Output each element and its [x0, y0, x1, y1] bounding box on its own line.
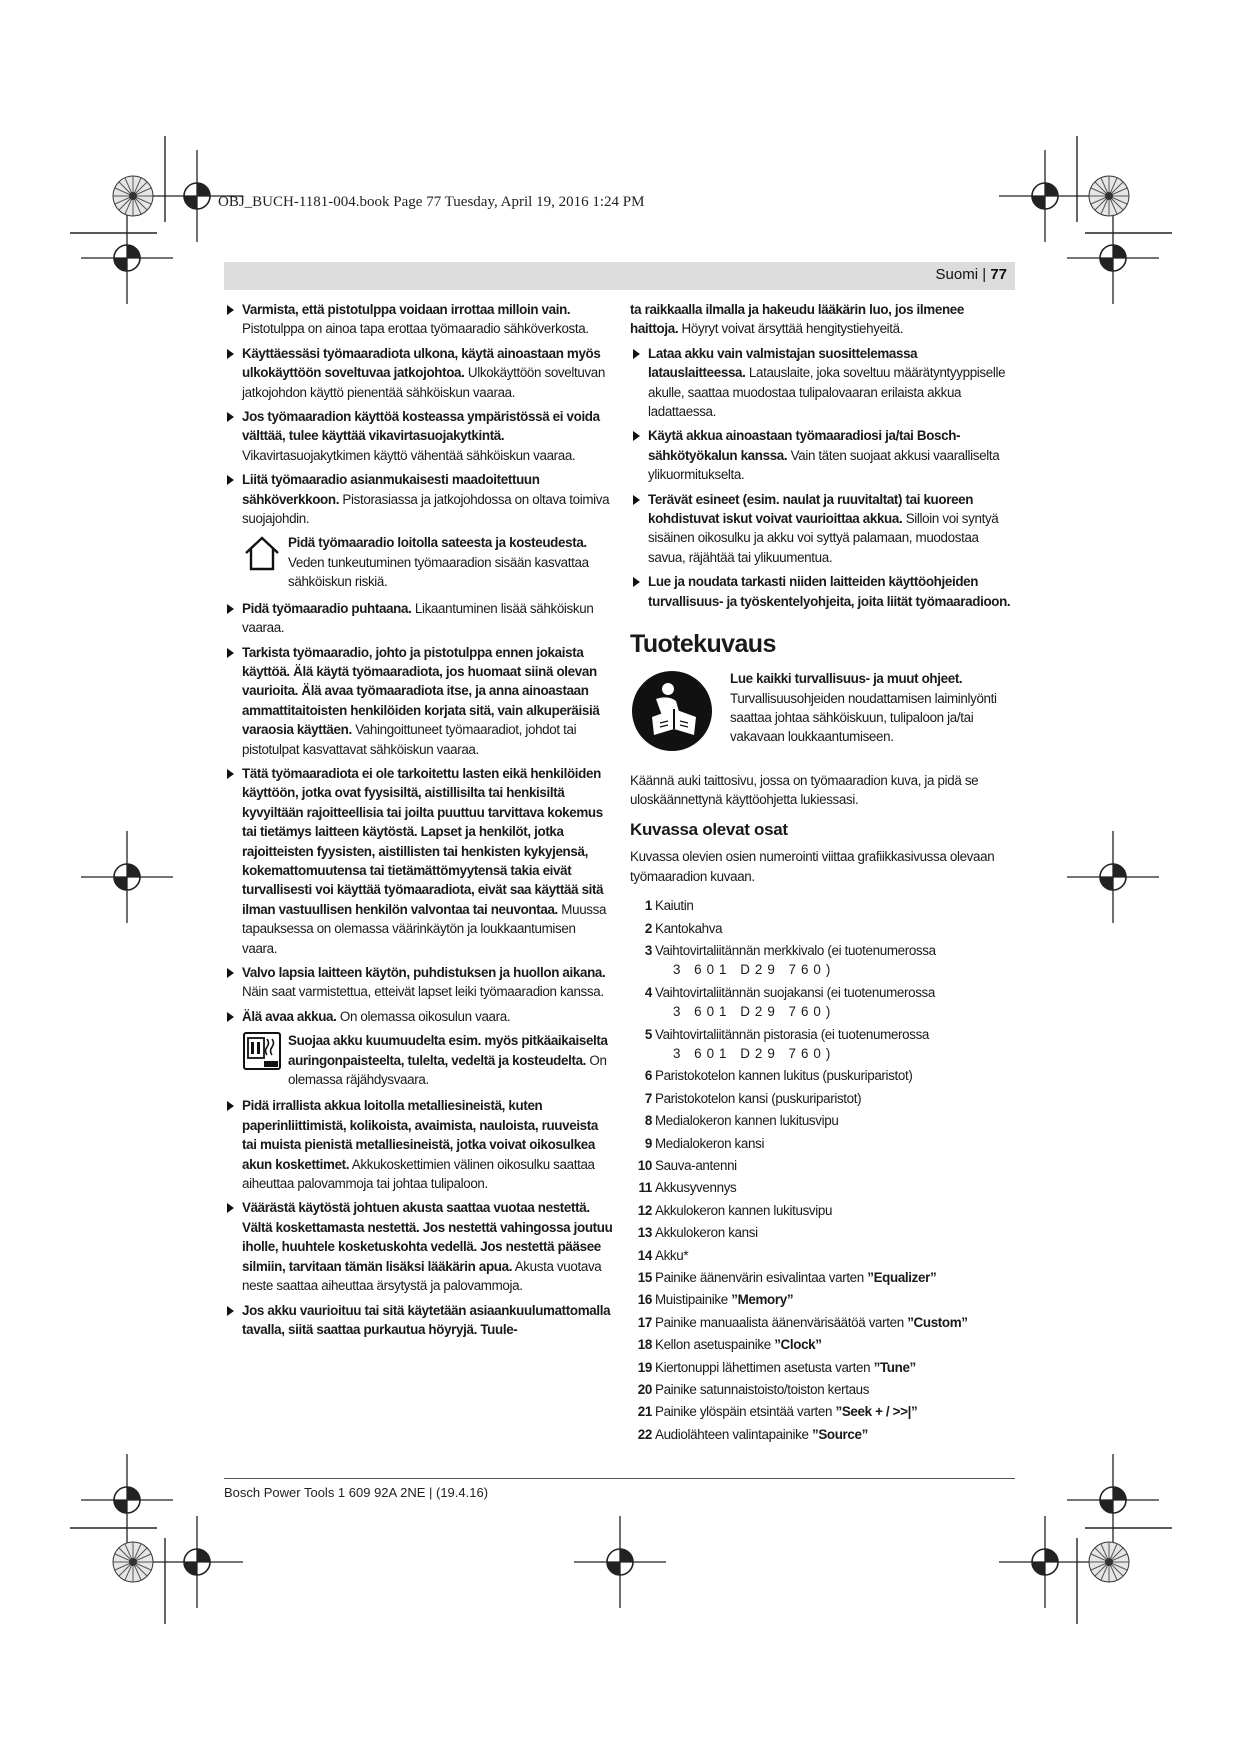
bullet-arrow-icon	[633, 431, 640, 441]
part-item	[630, 1358, 1015, 1377]
safety-item-bold: Pidä irrallista akkua loitolla metalliesineistä, kuten paperinliittimistä, kolikoista, avaimista, nauloista, ruuveista tai muista pienistä metalliesineistä, jotka voivat oikosulkea akun koskettimet.	[242, 1098, 598, 1172]
safety-item-text: Vikavirtasuojakytkimen käyttö vähentää sähköiskun vaaraa.	[242, 447, 576, 463]
battery-heat-icon	[242, 1031, 282, 1089]
part-label: Akkulokeron kansi	[655, 1225, 758, 1241]
safety-item-bold: Terävät esineet (esim. naulat ja ruuvitaltat) tai kuoreen kohdistuvat iskut voivat vaurioittaa akkua.	[648, 491, 974, 527]
heat-warning	[242, 1031, 614, 1089]
read-instructions-warning	[630, 669, 1015, 758]
safety-item-text: Vain täten suojaat akkusi vaaralliselta ylikuormitukselta.	[648, 447, 1000, 483]
page-header	[936, 266, 1007, 283]
safety-item-text: Höyryt voivat ärsyttää hengitystiehyeitä.	[678, 321, 904, 337]
bullet-arrow-icon	[227, 769, 234, 779]
crosshair-lower-right	[1067, 1454, 1159, 1546]
crosshair-lower-left	[81, 1454, 173, 1546]
crosshair-upper-right	[1067, 212, 1159, 304]
crosshair-mid-left	[81, 831, 173, 923]
part-label: Painike äänenvärin esivalintaa varten	[655, 1270, 868, 1286]
safety-item-bold: Jos akku vaurioituu tai sitä käytetään asiaankuulumattomalla tavalla, siitä saattaa purkautua höyryjä. Tuule-	[242, 1302, 611, 1337]
safety-item	[630, 490, 1015, 568]
part-number: 13	[637, 1225, 652, 1241]
safety-item	[224, 1007, 614, 1026]
part-item	[630, 941, 1015, 980]
part-item	[630, 1380, 1015, 1399]
read-warning-bold: Lue kaikki turvallisuus- ja muut ohjeet.	[730, 671, 963, 687]
rain-warning-bold: Pidä työmaaradio loitolla sateesta ja kosteudesta.	[288, 535, 587, 551]
safety-item	[630, 572, 1015, 611]
part-item	[630, 1246, 1015, 1265]
bullet-arrow-icon	[227, 475, 234, 485]
safety-item-bold: Pidä työmaaradio puhtaana.	[242, 600, 412, 616]
header-language: Suomi	[935, 266, 979, 283]
safety-item	[224, 344, 614, 402]
part-number: 18	[637, 1337, 652, 1353]
section-title: Tuotekuvaus	[630, 630, 776, 659]
part-item	[630, 1335, 1015, 1354]
page-number: 77	[990, 266, 1007, 283]
safety-item	[224, 300, 614, 339]
crosshair-bottom-left	[151, 1516, 243, 1608]
part-key-label: ”Source”	[811, 1426, 868, 1442]
parts-intro: Kuvassa olevien osien numerointi viittaa grafiikkasivussa olevaan työmaaradion kuvaan.	[630, 849, 995, 884]
part-item	[630, 1111, 1015, 1130]
part-number: 20	[637, 1382, 652, 1398]
page-header-bar	[224, 262, 1015, 290]
safety-item-bold: ta raikkaalla ilmalla ja hakeudu lääkärin luo, jos ilmenee haittoja.	[630, 302, 964, 337]
safety-item-bold: Tätä työmaaradiota ei ole tarkoitettu lasten eikä henkilöiden käyttöön, jotka ovat fyysisiltä, aistillisilta tai henkisiltä kyvyiltään rajoitteellisia tai joilta puuttuu tarvittava kokemus tai tietämys laitteen käytöstä. Lapset ja henkilöt, jotka rajoitteisten fyysisten, aistillisten tai henkisten kykyjensä, kokemattomuutensa tai tietämättömyytensä takia eivät turvallisesti voi käyttää työmaaradiota, eivät saa käyttää sitä ilman vastuullisen henkilön valvontaa tai neuvontaa.	[242, 765, 604, 917]
safety-item	[224, 1198, 614, 1295]
part-key-label: ”Equalizer”	[867, 1270, 937, 1286]
part-number: 2	[644, 920, 652, 936]
part-number: 11	[638, 1180, 652, 1196]
bullet-arrow-icon	[227, 305, 234, 315]
rain-warning	[242, 533, 614, 591]
part-item	[630, 1178, 1015, 1197]
safety-item-continued	[630, 300, 1015, 339]
page-footer: Bosch Power Tools 1 609 92A 2NE | (19.4.16)	[224, 1485, 489, 1500]
crosshair-mid-right	[1067, 831, 1159, 923]
bullet-arrow-icon	[227, 968, 234, 978]
part-item	[630, 1156, 1015, 1175]
part-item	[630, 1201, 1015, 1220]
bullet-arrow-icon	[633, 495, 640, 505]
footer-rule	[224, 1478, 1015, 1479]
star-target-bottom-left	[113, 1542, 153, 1582]
part-item	[630, 1223, 1015, 1242]
bullet-arrow-icon	[633, 577, 640, 587]
part-label: Kiertonuppi lähettimen asetusta varten	[655, 1359, 874, 1375]
part-item	[630, 1402, 1015, 1421]
header-separator: |	[978, 266, 991, 283]
part-number: 17	[637, 1314, 652, 1330]
part-item	[630, 1290, 1015, 1309]
subsection-title: Kuvassa olevat osat	[630, 820, 788, 840]
right-column	[630, 300, 1015, 1447]
part-number: 22	[637, 1426, 652, 1442]
safety-item-text: Näin saat varmistettua, etteivät lapset leiki työmaaradion kanssa.	[242, 984, 604, 1000]
part-number: 8	[644, 1113, 652, 1129]
safety-item-text: Muussa tapauksessa on olemassa väärinkäytön ja loukkaantumisen vaara.	[242, 901, 607, 956]
part-label: Vaihtovirtaliitännän pistorasia (ei tuotenumerossa	[655, 1026, 930, 1042]
safety-item-text: Likaantuminen lisää sähköiskun vaaraa.	[242, 600, 594, 636]
safety-item-text: Silloin voi syntyä sisäinen oikosulku ja akku voi syttyä palamaan, muodostaa savua, räjähtää tai ylikuumentua.	[648, 511, 999, 565]
house-rain-icon	[242, 533, 282, 591]
safety-item-bold: Jos työmaaradion käyttöä kosteassa ympäristössä ei voida välttää, tulee käyttää vikavirtasuojakytkintä.	[242, 409, 600, 444]
fold-out-note: Käännä auki taittosivu, jossa on työmaaradion kuva, ja pidä se uloskäännettynä käyttöohjetta lukiessasi.	[630, 772, 979, 807]
part-label: Painike manuaalista äänenvärisäätöä varten	[655, 1314, 908, 1330]
safety-item	[224, 407, 614, 465]
part-item	[630, 1089, 1015, 1108]
safety-item-bold: Lataa akku vain valmistajan suosittelemassa latauslaitteessa.	[648, 345, 918, 381]
safety-item	[224, 470, 614, 528]
part-label: Akkusyvennys	[655, 1180, 737, 1196]
crosshair-top-right	[999, 150, 1091, 242]
part-code: 3 601 D29 760)	[673, 962, 836, 978]
safety-item-bold: Käyttäessäsi työmaaradiota ulkona, käytä ainoastaan myös ulkokäyttöön soveltuvaa jatkojohtoa.	[242, 345, 601, 381]
rain-warning-text: Veden tunkeutuminen työmaaradion sisään kasvattaa sähköiskun riskiä.	[288, 554, 589, 590]
safety-item-text: Ulkokäyttöön soveltuvan jatkojohdon käyttö pienentää sähköiskun vaaraa.	[242, 365, 605, 400]
part-number: 6	[644, 1068, 652, 1084]
safety-item-text: Vahingoittuneet työmaaradiot, johdot tai pistotulpat kasvattavat sähköiskun vaaraa.	[242, 722, 577, 757]
part-number: 16	[637, 1292, 652, 1308]
part-item	[630, 1313, 1015, 1332]
bullet-arrow-icon	[227, 1101, 234, 1111]
part-item	[630, 896, 1015, 915]
part-number: 21	[637, 1404, 652, 1420]
part-item	[630, 1134, 1015, 1153]
safety-item-bold: Älä avaa akkua.	[242, 1008, 337, 1024]
part-label: Vaihtovirtaliitännän merkkivalo (ei tuotenumerossa	[655, 942, 936, 958]
part-number: 3	[644, 942, 652, 958]
part-key-label: ”Memory”	[731, 1292, 794, 1308]
crosshair-bottom-right	[999, 1516, 1091, 1608]
part-item	[630, 1425, 1015, 1444]
part-label: Kaiutin	[655, 898, 694, 914]
safety-item-text: Latauslaite, joka soveltuu määrätyntyyppiselle akulle, saattaa muodostaa tulipalovaaran erilaista akkua ladattaessa.	[648, 365, 1006, 420]
part-code: 3 601 D29 760)	[673, 1045, 836, 1061]
part-code: 3 601 D29 760)	[673, 1004, 836, 1020]
part-number: 5	[644, 1026, 652, 1042]
print-info-line: OBJ_BUCH-1181-004.book Page 77 Tuesday, April 19, 2016 1:24 PM	[218, 194, 645, 210]
star-target-top-left	[113, 176, 153, 216]
star-target-bottom-right	[1089, 1542, 1129, 1582]
safety-item	[224, 643, 614, 759]
bullet-arrow-icon	[227, 1306, 234, 1316]
safety-item	[224, 764, 614, 958]
parts-list	[630, 896, 1015, 1444]
bullet-arrow-icon	[227, 349, 234, 359]
part-label: Akkulokeron kannen lukitusvipu	[655, 1202, 833, 1218]
part-number: 7	[644, 1090, 652, 1106]
heat-warning-text: On olemassa räjähdysvaara.	[288, 1052, 607, 1088]
safety-item-bold: Lue ja noudata tarkasti niiden laitteiden käyttöohjeiden turvallisuus- ja työskentelyohjeita, joita liität työmaaradioon.	[648, 574, 1011, 609]
part-label: Medialokeron kannen lukitusvipu	[655, 1113, 839, 1129]
part-label: Sauva-antenni	[655, 1158, 737, 1173]
part-item	[630, 1268, 1015, 1287]
bullet-arrow-icon	[227, 1203, 234, 1213]
safety-item-bold: Väärästä käytöstä johtuen akusta saattaa vuotaa nestettä. Vältä koskettamasta nestettä. Jos nestettä vahingossa joutuu iholle, huuhtele kosketuskohta vedellä. Jos nestettä pääsee silmiin, tarvitaan tämän lisäksi lääkärin apua.	[242, 1200, 613, 1274]
safety-item-bold: Varmista, että pistotulppa voidaan irrottaa milloin vain.	[242, 302, 571, 317]
bullet-arrow-icon	[227, 1012, 234, 1022]
part-key-label: ”Clock”	[774, 1337, 822, 1353]
read-manual-icon	[630, 669, 716, 758]
part-item	[630, 1025, 1015, 1064]
safety-item-text: Akusta vuotava neste saattaa aiheuttaa ärsytystä ja palovammoja.	[242, 1258, 602, 1294]
safety-item	[224, 1301, 614, 1340]
part-number: 4	[644, 984, 652, 1000]
safety-item-text: On olemassa oikosulun vaara.	[336, 1008, 511, 1024]
part-key-label: ”Tune”	[873, 1359, 916, 1375]
left-column	[224, 300, 614, 1344]
safety-item	[224, 1096, 614, 1193]
part-number: 14	[637, 1247, 652, 1263]
safety-item-bold: Liitä työmaaradio asianmukaisesti maadoitettuun sähköverkkoon.	[242, 472, 540, 507]
part-number: 9	[644, 1135, 652, 1151]
safety-item	[224, 599, 614, 638]
part-item	[630, 919, 1015, 938]
part-label: Muistipainike	[655, 1292, 732, 1308]
bullet-arrow-icon	[227, 648, 234, 658]
part-number: 15	[637, 1270, 652, 1286]
star-target-top-right	[1089, 176, 1129, 216]
part-label: Paristokotelon kansi (puskuriparistot)	[655, 1090, 862, 1106]
safety-item-text: Pistotulppa on ainoa tapa erottaa työmaaradio sähköverkosta.	[242, 321, 589, 337]
crosshair-bottom-center	[574, 1516, 666, 1608]
safety-item-text: Pistorasiassa ja jatkojohdossa on oltava toimiva suojajohdin.	[242, 491, 610, 527]
part-label: Akku*	[655, 1247, 689, 1263]
part-label: Medialokeron kansi	[655, 1135, 765, 1151]
heat-warning-bold: Suojaa akku kuumuudelta esim. myös pitkäaikaiselta auringonpaisteelta, tulelta, vedeltä ja kosteudelta.	[288, 1033, 608, 1068]
part-key-label: ”Seek + / >>|”	[835, 1404, 918, 1420]
part-label: Vaihtovirtaliitännän suojakansi (ei tuotenumerossa	[655, 984, 935, 1000]
read-warning-text: Turvallisuusohjeiden noudattamisen laiminlyönti saattaa johtaa sähköiskuun, tulipaloon ja/tai vakavaan loukkaantumiseen.	[730, 690, 997, 745]
safety-item-text: Akkukoskettimien välinen oikosulku saattaa aiheuttaa palovammoja tai johtaa tulipaloon.	[242, 1156, 595, 1192]
safety-item-bold: Käytä akkua ainoastaan työmaaradiosi ja/tai Bosch-sähkötyökalun kanssa.	[648, 428, 961, 463]
part-key-label: ”Custom”	[907, 1314, 968, 1330]
part-number: 19	[637, 1359, 652, 1375]
safety-item-bold: Valvo lapsia laitteen käytön, puhdistuksen ja huollon aikana.	[242, 965, 606, 980]
part-item	[630, 1066, 1015, 1085]
bullet-arrow-icon	[633, 349, 640, 359]
part-label: Painike ylöspäin etsintää varten	[655, 1404, 836, 1420]
safety-item-bold: Tarkista työmaaradio, johto ja pistotulppa ennen jokaista käyttöä. Älä käytä työmaaradiota, jos huomaat siinä olevan vaurioita. Älä avaa työmaaradiota itse, ja anna ainoastaan ammattitaitoisten henkilöiden korjata sitä, vain alkuperäisiä varaosia käyttäen.	[242, 644, 600, 738]
bullet-arrow-icon	[227, 412, 234, 422]
safety-item	[630, 344, 1015, 422]
safety-item	[224, 963, 614, 1002]
part-number: 10	[637, 1158, 652, 1173]
part-item	[630, 983, 1015, 1022]
part-label: Painike satunnaistoisto/toiston kertaus	[655, 1382, 870, 1398]
part-label: Kantokahva	[655, 920, 723, 936]
bullet-arrow-icon	[227, 604, 234, 614]
part-label: Kellon asetuspainike	[655, 1337, 775, 1353]
part-number: 12	[637, 1202, 652, 1218]
safety-item	[630, 426, 1015, 484]
part-number: 1	[644, 898, 652, 914]
crosshair-upper-left	[81, 212, 173, 304]
part-label: Audiolähteen valintapainike	[655, 1426, 812, 1442]
part-label: Paristokotelon kannen lukitus (puskuriparistot)	[655, 1068, 913, 1084]
